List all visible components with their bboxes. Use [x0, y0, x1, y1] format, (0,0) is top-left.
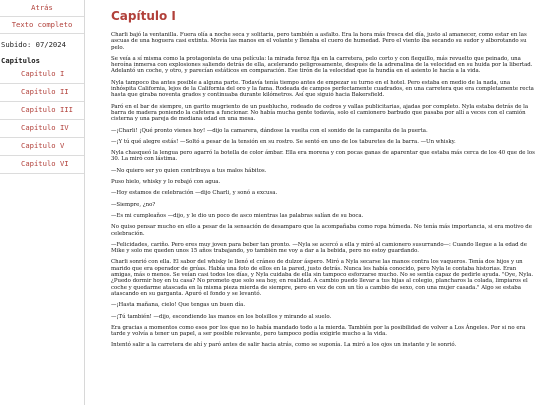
chapter-content: [111, 0, 535, 405]
paragraph: Intentó salir a la carretera de ahí y paró antes de salir hacia atrás, como se suponía. La miró a los ojos un instante y le sonrió.: [111, 342, 457, 349]
upload-date: Subido: 07/2024: [1, 40, 66, 49]
chapter-body: [111, 32, 535, 349]
chapter-title: Capítulo I: [111, 9, 176, 23]
sidebar-item-chapter-1[interactable]: Capítulo I: [0, 66, 84, 84]
paragraph: Paró en el bar de siempre, un garito mugriento de un pueblucho, rodeado de cedros y vallas publicitarias, ajadas por completo. Nyla estaba detrás de la barra de madera poniendo la cafetera a funcionar. No había mucha gente todavía, solo el camionero barbudo que pasaba por allí a veces con el camión cisterna y una pareja de mediana edad en una mesa.: [111, 103, 529, 123]
sidebar: [0, 0, 85, 405]
sidebar-item-chapter-6[interactable]: Capítulo VI: [0, 156, 84, 174]
paragraph: —¡Y tú qué alegre estás! —Soltó a pesar de la tensión en su rostro. Se sentó en uno de los taburetes de la barra. —Un whisky.: [111, 138, 456, 145]
paragraph: —¡Hasta mañana, cielo! Que tengas un buen día.: [111, 302, 246, 309]
sidebar-item-chapter-3[interactable]: Capítulo III: [0, 102, 84, 120]
paragraph: Se veía a sí misma como la protagonista de una película: la mirada feroz fija en la carretera, pelo corto y con flequillo, más revuelto que peinado, una heroína inmersa con explosiones saliendo detrás de ella, acelerando peligrosamente, después de la adrenalina de la velocidad en su huida por la libertad. Adelantó un coche, y otro, y parecían estáticos en comparación. Ese tirón de la velocidad que la hundía en el asiento le hacía a la vida.: [111, 55, 533, 75]
paragraph: —Hoy estamos de celebración —dijo Charli, y sonó a excusa.: [111, 190, 278, 197]
paragraph: Nyla tampoco iba antes posible a alguna parte. Todavía tenía tiempo antes de empezar su turno en el hotel. Pero estaba en medio de la nada, una inhóspita California, lejos de la California del oro y la fama. Rodeada de campos perfectamente cuadrados, en una carretera que era completamente recta hasta que giraba noventa grados y continuaba durante kilómetros. Así que siguió hacia Bakersfield.: [111, 79, 534, 99]
sidebar-item-chapter-2[interactable]: Capítulo II: [0, 84, 84, 102]
paragraph: —No quiero ser yo quien contribuya a tus malos hábitos.: [111, 167, 267, 174]
sidebar-item-chapter-4[interactable]: Capítulo IV: [0, 120, 84, 138]
paragraph: Era gracias a momentos como esos por los que no lo había mandado todo a la mierda. También por la posibilidad de volver a Los Ángeles. Por si no era tarde y volvía a tener un papel, a ser posible relevante, pero tampoco podía exigirle mucho a la vida.: [111, 324, 526, 338]
paragraph: —¡Charli! ¡Qué pronto vienes hoy! —dijo la camarera, dándose la vuelta con el sonido de la campanita de la puerta.: [111, 127, 428, 134]
chapters-heading: Capítulos: [1, 56, 40, 65]
paragraph: Charli sonrió con ella. El sabor del whisky le llenó el cráneo de dulzor áspero. Miró a Nyla secarse las manos contra los vaqueros. Tenía dos hijos y un marido que era operador de grúas. Había una foto de ellos en la pared, justo detrás. Nunca les había conocido, pero Nyla le contaba historias. Eran amigas, más o menos. Se veían casi todos los días, y Nyla cuidaba de ella sin tampoco esforzarse mucho. No se sentía capaz de pedirle ayuda. "Oye, Nyla. ¿Puedo dormir hoy en tu casa? No prometo que solo sea hoy, en realidad. A cambio puedo llevar a tus hijas al colegio, plancharos la colada, limpiaros el coche y quedarme atascada en la misma pieza mierda de siempre, pero en vez de con un tío a cambio de sexo, con una mujer casada." Algo se estaba atascando en su garganta. Apuró el fondo y se levantó.: [111, 259, 534, 297]
paragraph: No quiso pensar mucho en ello a pesar de la sensación de desamparo que la acompañaba como ropa húmeda. No tenía más importancia, si era motivo de celebración.: [111, 224, 532, 237]
paragraph: Charli bajó la ventanilla. Fuera olía a noche seca y solitaria, pero también a asfalto. Era la hora más fresca del día, justo al amanecer, como estar en las ascuas de una hoguera casi extinta. Movía las manos en el volante y llenaba el cuero de humedad. Pero el viento iba secando su sudor y alborotando su pelo.: [111, 32, 527, 51]
paragraph: —¡Tú también! —dijo, escondiendo las manos en los bolsillos y mirando al suelo.: [111, 313, 332, 320]
paragraph: —Es mi cumpleaños —dijo, y le dio un poco de asco mientras las palabras salían de su boca.: [111, 212, 364, 219]
paragraph: Puso hielo, whisky y lo rebajó con agua.: [111, 179, 221, 186]
paragraph: Nyla chasqueó la lengua pero agarró la botella de color ámbar. Ella era morena y con pocas ganas de aparentar que estaba más cerca de los 40 que de los 30. La miró con lástima.: [111, 150, 535, 163]
back-link[interactable]: Atrás: [0, 0, 84, 17]
paragraph: —Siempre, ¿no?: [111, 201, 156, 208]
full-text-link[interactable]: Texto completo: [0, 17, 84, 34]
paragraph: —Felicidades, cariño. Pero eres muy joven para beber tan pronto. —Nyla se acercó a ella y miró al camionero susurrando—: Cuando llegue a la edad de Mike y solo me queden unos 15 años trabajando, yo también me voy a dar a la bebida, pero no estoy guardando.: [111, 241, 527, 255]
sidebar-item-chapter-5[interactable]: Capítulo V: [0, 138, 84, 156]
